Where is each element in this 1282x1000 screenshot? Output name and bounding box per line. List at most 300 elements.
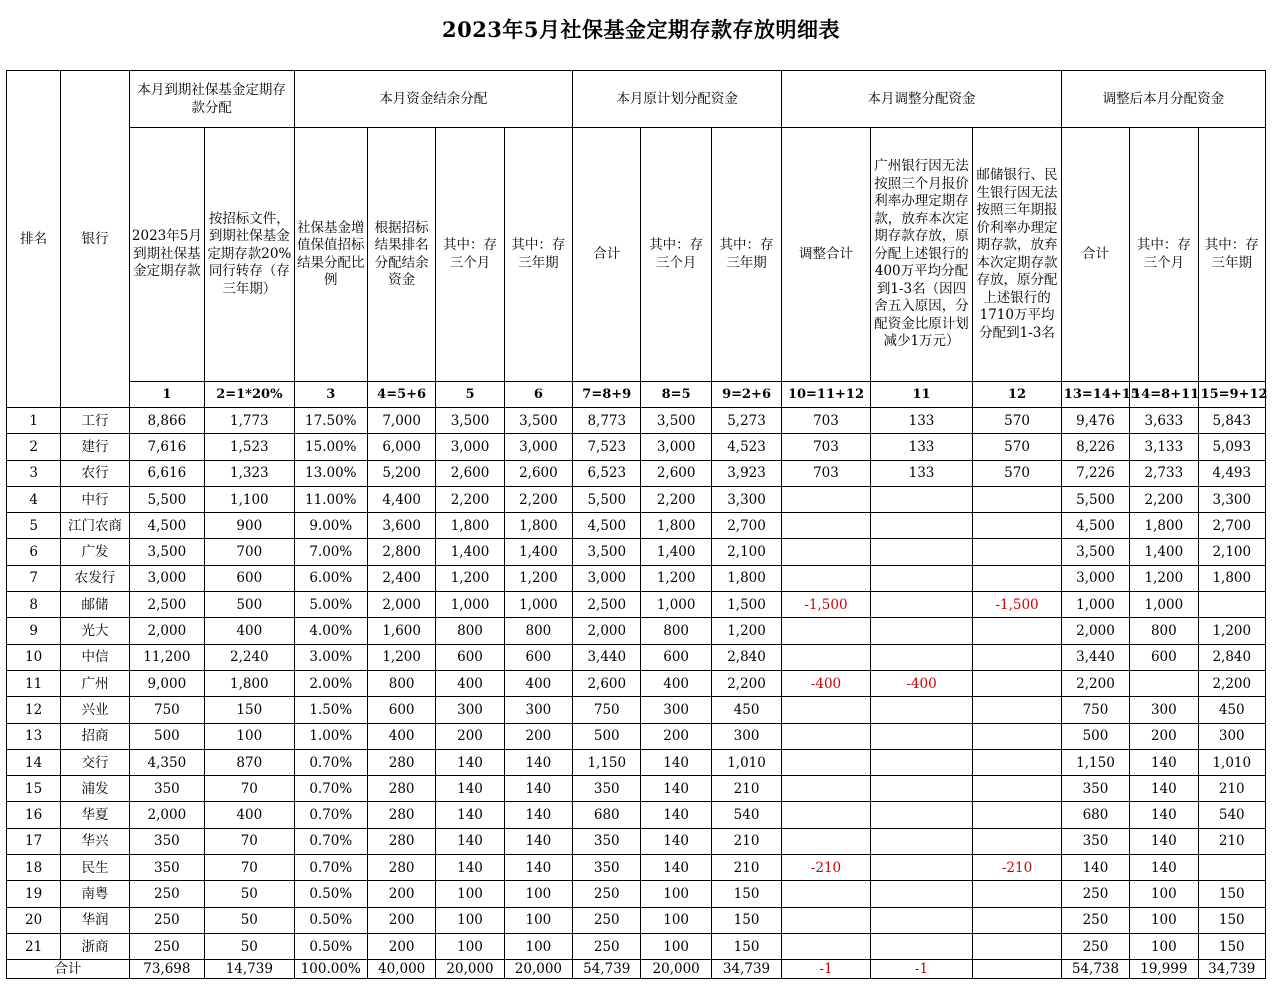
table-cell bbox=[1198, 592, 1265, 618]
table-cell: 210 bbox=[1198, 776, 1265, 802]
rank-cell: 12 bbox=[7, 697, 61, 723]
table-cell: 140 bbox=[504, 855, 572, 881]
table-cell: 1,400 bbox=[641, 539, 711, 565]
table-cell bbox=[870, 513, 973, 539]
table-cell: 300 bbox=[436, 697, 504, 723]
table-cell: 200 bbox=[436, 723, 504, 749]
table-cell: 3,500 bbox=[641, 408, 711, 434]
header-sub: 社保基金增值保值招标结果分配比例 bbox=[294, 128, 367, 382]
table-cell: 100 bbox=[504, 933, 572, 959]
table-cell: 2,240 bbox=[205, 644, 294, 670]
table-cell bbox=[782, 907, 870, 933]
table-cell: 400 bbox=[367, 723, 435, 749]
header-sub: 合计 bbox=[1061, 128, 1129, 382]
table-cell bbox=[782, 723, 870, 749]
table-cell: 100 bbox=[436, 881, 504, 907]
rank-cell: 4 bbox=[7, 486, 61, 512]
table-cell: 17.50% bbox=[294, 408, 367, 434]
table-cell: 140 bbox=[641, 828, 711, 854]
table-cell: 140 bbox=[1130, 855, 1198, 881]
table-cell: 450 bbox=[711, 697, 781, 723]
table-cell bbox=[973, 565, 1062, 591]
table-cell: 50 bbox=[205, 933, 294, 959]
table-cell: 500 bbox=[205, 592, 294, 618]
table-cell: 1,100 bbox=[205, 486, 294, 512]
table-cell: 3,000 bbox=[573, 565, 641, 591]
table-row bbox=[7, 434, 1266, 460]
table-cell: 0.70% bbox=[294, 828, 367, 854]
table-cell: 7.00% bbox=[294, 539, 367, 565]
rank-cell: 21 bbox=[7, 933, 61, 959]
total-cell: 20,000 bbox=[641, 960, 711, 979]
table-cell: 400 bbox=[641, 670, 711, 696]
table-cell: 1,800 bbox=[641, 513, 711, 539]
table-cell: 3,000 bbox=[436, 434, 504, 460]
table-cell bbox=[973, 723, 1062, 749]
table-cell: 1,000 bbox=[641, 592, 711, 618]
total-cell bbox=[973, 960, 1062, 979]
table-cell: 300 bbox=[1130, 697, 1198, 723]
rank-cell: 14 bbox=[7, 749, 61, 775]
table-cell: 3,300 bbox=[1198, 486, 1265, 512]
bank-name-cell: 华兴 bbox=[61, 828, 129, 854]
table-cell: 150 bbox=[711, 933, 781, 959]
table-cell: 150 bbox=[711, 881, 781, 907]
header-group-adjusted: 调整后本月分配资金 bbox=[1061, 71, 1265, 128]
table-cell bbox=[782, 644, 870, 670]
table-cell: 2,000 bbox=[129, 618, 204, 644]
table-cell: 0.70% bbox=[294, 855, 367, 881]
header-formula: 5 bbox=[436, 382, 504, 408]
table-cell bbox=[870, 565, 973, 591]
header-sub: 根据招标结果排名分配结余资金 bbox=[367, 128, 435, 382]
table-cell: 1,800 bbox=[504, 513, 572, 539]
table-cell bbox=[973, 486, 1062, 512]
table-cell bbox=[782, 565, 870, 591]
table-cell bbox=[870, 828, 973, 854]
table-cell: 100 bbox=[436, 933, 504, 959]
table-cell: 100 bbox=[641, 881, 711, 907]
table-cell: 11.00% bbox=[294, 486, 367, 512]
table-cell: 140 bbox=[436, 802, 504, 828]
table-cell: 280 bbox=[367, 828, 435, 854]
table-cell: 800 bbox=[641, 618, 711, 644]
total-cell: 73,698 bbox=[129, 960, 204, 979]
table-cell: -210 bbox=[973, 855, 1062, 881]
header-formula: 14=8+11 bbox=[1130, 382, 1198, 408]
total-cell: 100.00% bbox=[294, 960, 367, 979]
table-body bbox=[7, 408, 1266, 960]
header-formula: 9=2+6 bbox=[711, 382, 781, 408]
table-cell: 1,773 bbox=[205, 408, 294, 434]
rank-cell: 2 bbox=[7, 434, 61, 460]
table-cell: 0.70% bbox=[294, 802, 367, 828]
table-cell bbox=[782, 933, 870, 959]
table-cell bbox=[973, 776, 1062, 802]
header-sub: 合计 bbox=[573, 128, 641, 382]
table-cell bbox=[782, 802, 870, 828]
table-cell: 1,150 bbox=[573, 749, 641, 775]
table-cell: 280 bbox=[367, 802, 435, 828]
table-cell: 140 bbox=[436, 855, 504, 881]
table-cell: 3,300 bbox=[711, 486, 781, 512]
table-cell bbox=[782, 513, 870, 539]
table-row bbox=[7, 460, 1266, 486]
table-cell: 210 bbox=[711, 776, 781, 802]
table-cell bbox=[870, 855, 973, 881]
table-cell: 8,866 bbox=[129, 408, 204, 434]
table-cell: 2,400 bbox=[367, 565, 435, 591]
table-cell: 750 bbox=[1061, 697, 1129, 723]
table-cell: 70 bbox=[205, 828, 294, 854]
bank-name-cell: 建行 bbox=[61, 434, 129, 460]
table-cell: 140 bbox=[504, 776, 572, 802]
table-cell: 100 bbox=[504, 881, 572, 907]
bank-name-cell: 交行 bbox=[61, 749, 129, 775]
total-cell: 19,999 bbox=[1130, 960, 1198, 979]
table-cell: 100 bbox=[641, 933, 711, 959]
table-cell: 1,010 bbox=[711, 749, 781, 775]
table-cell: 100 bbox=[504, 907, 572, 933]
bank-name-cell: 邮储 bbox=[61, 592, 129, 618]
table-cell: 140 bbox=[436, 749, 504, 775]
table-cell: 3,923 bbox=[711, 460, 781, 486]
table-cell bbox=[973, 670, 1062, 696]
table-cell: 4,500 bbox=[1061, 513, 1129, 539]
table-cell: 1,200 bbox=[1198, 618, 1265, 644]
table-cell: 0.70% bbox=[294, 749, 367, 775]
table-cell: 250 bbox=[1061, 881, 1129, 907]
bank-name-cell: 民生 bbox=[61, 855, 129, 881]
table-cell: 600 bbox=[641, 644, 711, 670]
table-cell: 3,500 bbox=[1061, 539, 1129, 565]
table-cell: 50 bbox=[205, 881, 294, 907]
table-cell: 5,273 bbox=[711, 408, 781, 434]
table-cell: 200 bbox=[367, 907, 435, 933]
bank-name-cell: 广发 bbox=[61, 539, 129, 565]
table-cell: 680 bbox=[573, 802, 641, 828]
table-row bbox=[7, 881, 1266, 907]
table-cell: 1,600 bbox=[367, 618, 435, 644]
table-cell: 140 bbox=[504, 749, 572, 775]
table-cell: 2,000 bbox=[1061, 618, 1129, 644]
rank-cell: 15 bbox=[7, 776, 61, 802]
table-cell: 150 bbox=[205, 697, 294, 723]
table-cell bbox=[973, 749, 1062, 775]
table-cell: 140 bbox=[641, 802, 711, 828]
table-cell: 140 bbox=[504, 828, 572, 854]
table-cell: 400 bbox=[205, 802, 294, 828]
table-cell: 140 bbox=[436, 828, 504, 854]
table-cell: 5.00% bbox=[294, 592, 367, 618]
table-cell: 570 bbox=[973, 460, 1062, 486]
total-cell: 40,000 bbox=[367, 960, 435, 979]
header-sub-note-psbc-cmbc: 邮储银行、民生银行因无法按照三年期报价利率办理定期存款，放弃本次定期存款存放，原分配上述银行的1710万平均分配到1-3名 bbox=[973, 128, 1062, 382]
table-cell bbox=[973, 828, 1062, 854]
table-cell: 1,400 bbox=[504, 539, 572, 565]
table-row bbox=[7, 565, 1266, 591]
total-cell: 54,738 bbox=[1061, 960, 1129, 979]
header-bank: 银行 bbox=[61, 71, 129, 408]
header-formula: 13=14+15 bbox=[1061, 382, 1129, 408]
table-row bbox=[7, 408, 1266, 434]
table-cell: 3,000 bbox=[1061, 565, 1129, 591]
table-cell: 140 bbox=[1130, 828, 1198, 854]
table-cell: 250 bbox=[573, 881, 641, 907]
table-cell: 800 bbox=[367, 670, 435, 696]
table-cell: 2,840 bbox=[1198, 644, 1265, 670]
table-cell bbox=[870, 907, 973, 933]
table-cell: 140 bbox=[641, 749, 711, 775]
bank-name-cell: 江门农商 bbox=[61, 513, 129, 539]
table-cell: 540 bbox=[1198, 802, 1265, 828]
table-cell bbox=[782, 539, 870, 565]
header-formula: 10=11+12 bbox=[782, 382, 870, 408]
rank-cell: 20 bbox=[7, 907, 61, 933]
table-cell bbox=[870, 486, 973, 512]
table-cell: 2,600 bbox=[504, 460, 572, 486]
table-cell: 2,200 bbox=[1198, 670, 1265, 696]
table-cell: 1,150 bbox=[1061, 749, 1129, 775]
table-cell: 1.00% bbox=[294, 723, 367, 749]
table-cell: 133 bbox=[870, 434, 973, 460]
table-cell: 280 bbox=[367, 855, 435, 881]
table-cell: 200 bbox=[641, 723, 711, 749]
table-cell: 1,500 bbox=[711, 592, 781, 618]
table-cell: 600 bbox=[367, 697, 435, 723]
table-cell: 3,500 bbox=[504, 408, 572, 434]
table-cell: 210 bbox=[711, 855, 781, 881]
total-cell: -1 bbox=[782, 960, 870, 979]
table-cell: 3.00% bbox=[294, 644, 367, 670]
table-cell: 2,600 bbox=[436, 460, 504, 486]
table-cell: 350 bbox=[1061, 776, 1129, 802]
header-sub: 其中：存三年期 bbox=[504, 128, 572, 382]
rank-cell: 6 bbox=[7, 539, 61, 565]
table-cell: 5,843 bbox=[1198, 408, 1265, 434]
table-cell: -400 bbox=[870, 670, 973, 696]
table-cell: 703 bbox=[782, 434, 870, 460]
header-sub: 其中：存三年期 bbox=[1198, 128, 1265, 382]
bank-name-cell: 农发行 bbox=[61, 565, 129, 591]
table-cell bbox=[870, 749, 973, 775]
bank-name-cell: 兴业 bbox=[61, 697, 129, 723]
table-cell: 140 bbox=[1130, 776, 1198, 802]
table-cell: 250 bbox=[129, 907, 204, 933]
bank-name-cell: 南粤 bbox=[61, 881, 129, 907]
table-row bbox=[7, 828, 1266, 854]
rank-cell: 7 bbox=[7, 565, 61, 591]
table-cell: 2,500 bbox=[129, 592, 204, 618]
table-cell: 500 bbox=[1061, 723, 1129, 749]
table-cell: 350 bbox=[1061, 828, 1129, 854]
header-formula: 3 bbox=[294, 382, 367, 408]
table-cell: 210 bbox=[711, 828, 781, 854]
table-cell: 0.50% bbox=[294, 881, 367, 907]
table-cell bbox=[973, 802, 1062, 828]
table-cell: 2,700 bbox=[1198, 513, 1265, 539]
rank-cell: 18 bbox=[7, 855, 61, 881]
table-cell: 7,000 bbox=[367, 408, 435, 434]
table-cell: 1,200 bbox=[1130, 565, 1198, 591]
header-group-adjustment: 本月调整分配资金 bbox=[782, 71, 1062, 128]
table-cell bbox=[870, 933, 973, 959]
table-cell: 1,200 bbox=[711, 618, 781, 644]
table-cell: 140 bbox=[641, 776, 711, 802]
table-cell: 2,500 bbox=[573, 592, 641, 618]
table-cell: 1,400 bbox=[1130, 539, 1198, 565]
table-cell: 350 bbox=[573, 828, 641, 854]
table-cell: 50 bbox=[205, 907, 294, 933]
table-footer bbox=[7, 960, 1266, 979]
table-cell: 2,840 bbox=[711, 644, 781, 670]
total-cell: 54,739 bbox=[573, 960, 641, 979]
table-cell: 140 bbox=[1130, 802, 1198, 828]
table-cell: 3,600 bbox=[367, 513, 435, 539]
table-row bbox=[7, 486, 1266, 512]
table-cell: 133 bbox=[870, 460, 973, 486]
table-cell: 600 bbox=[436, 644, 504, 670]
table-cell: 400 bbox=[205, 618, 294, 644]
table-cell: 250 bbox=[1061, 907, 1129, 933]
table-cell bbox=[782, 776, 870, 802]
table-cell: 250 bbox=[129, 881, 204, 907]
table-cell: -400 bbox=[782, 670, 870, 696]
table-cell bbox=[1130, 670, 1198, 696]
table-row bbox=[7, 855, 1266, 881]
table-cell: 2,200 bbox=[641, 486, 711, 512]
header-group-maturity: 本月到期社保基金定期存款分配 bbox=[129, 71, 294, 128]
table-cell: 1,010 bbox=[1198, 749, 1265, 775]
total-label: 合计 bbox=[7, 960, 130, 979]
table-cell: 570 bbox=[973, 408, 1062, 434]
table-cell: 7,226 bbox=[1061, 460, 1129, 486]
table-cell bbox=[870, 881, 973, 907]
table-cell bbox=[973, 907, 1062, 933]
table-row bbox=[7, 697, 1266, 723]
table-cell: 250 bbox=[1061, 933, 1129, 959]
table-row bbox=[7, 723, 1266, 749]
table-cell: 1,000 bbox=[1130, 592, 1198, 618]
table-cell: 2,100 bbox=[1198, 539, 1265, 565]
table-cell: 1,200 bbox=[504, 565, 572, 591]
table-cell: -210 bbox=[782, 855, 870, 881]
table-cell: 1,400 bbox=[436, 539, 504, 565]
rank-cell: 19 bbox=[7, 881, 61, 907]
table-cell: 200 bbox=[1130, 723, 1198, 749]
table-cell: 5,500 bbox=[573, 486, 641, 512]
header-formula: 12 bbox=[973, 382, 1062, 408]
table-cell: 0.50% bbox=[294, 907, 367, 933]
table-cell: 140 bbox=[1130, 749, 1198, 775]
table-cell: 6.00% bbox=[294, 565, 367, 591]
table-cell: 1,000 bbox=[436, 592, 504, 618]
bank-name-cell: 中行 bbox=[61, 486, 129, 512]
total-row bbox=[7, 960, 1266, 979]
table-cell: 870 bbox=[205, 749, 294, 775]
table-cell: 13.00% bbox=[294, 460, 367, 486]
table-cell: 4,493 bbox=[1198, 460, 1265, 486]
table-cell: 2,200 bbox=[711, 670, 781, 696]
table-row bbox=[7, 907, 1266, 933]
table-cell: 280 bbox=[367, 749, 435, 775]
table-cell: 570 bbox=[973, 434, 1062, 460]
bank-name-cell: 中信 bbox=[61, 644, 129, 670]
table-row bbox=[7, 644, 1266, 670]
table-cell: 100 bbox=[1130, 881, 1198, 907]
table-cell: 2,000 bbox=[129, 802, 204, 828]
bank-name-cell: 广州 bbox=[61, 670, 129, 696]
table-cell: 1,200 bbox=[641, 565, 711, 591]
table-row bbox=[7, 592, 1266, 618]
table-cell: 2,733 bbox=[1130, 460, 1198, 486]
table-cell: 7,616 bbox=[129, 434, 204, 460]
table-cell: 450 bbox=[1198, 697, 1265, 723]
bank-name-cell: 华夏 bbox=[61, 802, 129, 828]
table-cell bbox=[973, 697, 1062, 723]
table-cell: 100 bbox=[205, 723, 294, 749]
table-cell: 1.50% bbox=[294, 697, 367, 723]
table-cell: 900 bbox=[205, 513, 294, 539]
table-cell: 350 bbox=[129, 776, 204, 802]
table-cell bbox=[973, 881, 1062, 907]
table-cell: 680 bbox=[1061, 802, 1129, 828]
table-cell: 350 bbox=[573, 776, 641, 802]
table-cell bbox=[870, 592, 973, 618]
header-sub-note-guangzhou: 广州银行因无法按照三个月报价利率办理定期存款，放弃本次定期存款存放，原分配上述银行的400万平均分配到1-3名（因四舍五入原因，分配资金比原计划减少1万元） bbox=[870, 128, 973, 382]
table-cell: 300 bbox=[1198, 723, 1265, 749]
table-cell: 300 bbox=[711, 723, 781, 749]
table-cell bbox=[870, 802, 973, 828]
header-formula: 6 bbox=[504, 382, 572, 408]
bank-name-cell: 农行 bbox=[61, 460, 129, 486]
table-cell: 1,200 bbox=[367, 644, 435, 670]
header-formula: 8=5 bbox=[641, 382, 711, 408]
table-cell: 5,200 bbox=[367, 460, 435, 486]
table-cell: 100 bbox=[1130, 933, 1198, 959]
table-cell bbox=[782, 749, 870, 775]
table-cell: 3,000 bbox=[641, 434, 711, 460]
table-cell bbox=[782, 881, 870, 907]
table-cell: 1,000 bbox=[504, 592, 572, 618]
table-cell: 9,476 bbox=[1061, 408, 1129, 434]
table-cell: 350 bbox=[129, 855, 204, 881]
rank-cell: 10 bbox=[7, 644, 61, 670]
bank-name-cell: 浙商 bbox=[61, 933, 129, 959]
header-formula: 11 bbox=[870, 382, 973, 408]
table-cell: 3,440 bbox=[1061, 644, 1129, 670]
bank-name-cell: 浦发 bbox=[61, 776, 129, 802]
header-formula: 1 bbox=[129, 382, 204, 408]
table-cell: 0.70% bbox=[294, 776, 367, 802]
table-cell: 100 bbox=[436, 907, 504, 933]
table-cell bbox=[782, 486, 870, 512]
table-cell: 3,440 bbox=[573, 644, 641, 670]
bank-name-cell: 光大 bbox=[61, 618, 129, 644]
header-sub: 2023年5月到期社保基金定期存款 bbox=[129, 128, 204, 382]
rank-cell: 3 bbox=[7, 460, 61, 486]
table-cell: 5,093 bbox=[1198, 434, 1265, 460]
table-cell: 2,600 bbox=[573, 670, 641, 696]
table-row bbox=[7, 802, 1266, 828]
table-cell bbox=[870, 539, 973, 565]
rank-cell: 9 bbox=[7, 618, 61, 644]
table-cell: 1,800 bbox=[205, 670, 294, 696]
table-cell: 4,500 bbox=[129, 513, 204, 539]
table-cell bbox=[870, 697, 973, 723]
table-cell: 6,616 bbox=[129, 460, 204, 486]
table-cell: 0.50% bbox=[294, 933, 367, 959]
